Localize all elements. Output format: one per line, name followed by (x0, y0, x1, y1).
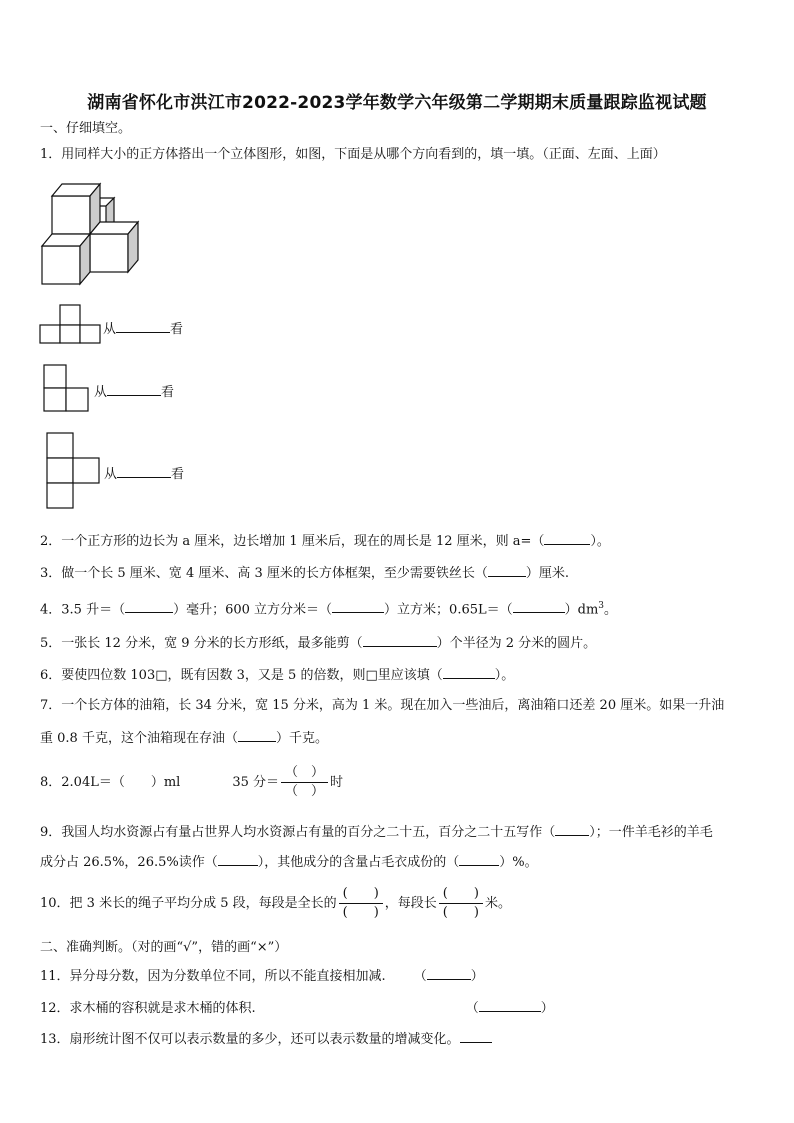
q9-blank-2[interactable] (218, 853, 258, 866)
q10-fraction-1[interactable]: $\frac{( )}{( )}$ (339, 886, 383, 921)
section-1-heading: 一、仔细填空。 (40, 121, 132, 136)
page-title: 湖南省怀化市洪江市2022-2023学年数学六年级第二学期期末质量跟踪监视试题 (87, 93, 707, 113)
q3-blank[interactable] (488, 564, 526, 577)
question-4: 4．3.5 升＝（ ）毫升；600 立方分米＝（ ）立方米；0.65L＝（ ）$dm^3$。 (40, 601, 618, 618)
question-7-line-2: 重 0.8 千克，这个油箱现在存油（ ）千克。 (40, 731, 328, 746)
cube-stack-figure (38, 178, 148, 288)
view-2-answer: 从 看 (94, 385, 175, 400)
q9-blank-3[interactable] (459, 853, 499, 866)
question-9-line-2: 成分占 26.5%，26.5%读作（ ），其他成分的含量占毛衣成份的（ ）%。 (40, 855, 538, 870)
question-10: 10．把 3 米长的绳子平均分成 5 段，每段是全长的 $\frac{( )}{( )}$ ，每段长 $\frac{( )}{( )}$ 米。 (40, 886, 511, 920)
view-1-blank[interactable] (116, 320, 170, 333)
view-3-blank[interactable] (117, 465, 171, 478)
q10-fraction-2[interactable]: $\frac{( )}{( )}$ (439, 886, 483, 921)
q6-blank[interactable] (443, 666, 495, 679)
view-1-figure (40, 304, 102, 344)
view-3-figure (46, 432, 102, 510)
q11-blank[interactable] (427, 967, 471, 980)
question-8: 8．2.04L＝（ ）ml 35 分＝ $\frac{( )}{( )}$ 时 (40, 765, 344, 799)
q12-blank[interactable] (479, 999, 541, 1012)
q4-blank-1[interactable] (125, 600, 173, 613)
question-5: 5．一张长 12 分米，宽 9 分米的长方形纸，最多能剪（ ）个半径为 2 分米的圆片。 (40, 636, 597, 651)
view-3-answer: 从 看 (104, 467, 185, 482)
view-2-figure (43, 364, 91, 412)
question-1: 1．用同样大小的正方体搭出一个立体图形，如图，下面是从哪个方向看到的，填一填。（正面、左面、上面） (40, 147, 666, 162)
view-2-blank[interactable] (107, 383, 161, 396)
q4-blank-2[interactable] (332, 600, 384, 613)
view-1-answer: 从 看 (103, 322, 184, 337)
question-6: 6．要使四位数 103□，既有因数 3，又是 5 的倍数，则□里应该填（ ）。 (40, 668, 515, 683)
question-2: 2．一个正方形的边长为 a 厘米，边长增加 1 厘米后，现在的周长是 12 厘米，则 a=（ ）。 (40, 534, 610, 549)
q7-blank[interactable] (238, 729, 276, 742)
q13-blank[interactable] (460, 1030, 492, 1043)
question-13: 13．扇形统计图不仅可以表示数量的多少，还可以表示数量的增减变化。 (40, 1030, 492, 1048)
question-7-line-1: 7．一个长方体的油箱，长 34 分米，宽 15 分米，高为 1 米。现在加入一些油后，离油箱口还差 20 厘米。如果一升油 (40, 698, 725, 713)
question-3: 3．做一个长 5 厘米、宽 4 厘米、高 3 厘米的长方体框架，至少需要铁丝长（ ）厘米. (40, 566, 570, 581)
section-2-heading: 二、准确判断。（对的画“√”，错的画“×”） (40, 940, 288, 955)
q5-blank[interactable] (363, 634, 437, 647)
q2-blank[interactable] (544, 532, 590, 545)
q9-blank-1[interactable] (555, 823, 589, 836)
question-11: 11．异分母分数，因为分数单位不同，所以不能直接相加减. （ ） (40, 969, 484, 984)
question-12: 12．求木桶的容积就是求木桶的体积. （ ） (40, 1001, 554, 1016)
q4-blank-3[interactable] (513, 600, 565, 613)
question-9-line-1: 9．我国人均水资源占有量占世界人均水资源占有量的百分之二十五，百分之二十五写作（ ）；一件羊毛衫的羊毛 (40, 825, 713, 840)
q8-fraction[interactable]: $\frac{( )}{( )}$ (281, 765, 328, 800)
